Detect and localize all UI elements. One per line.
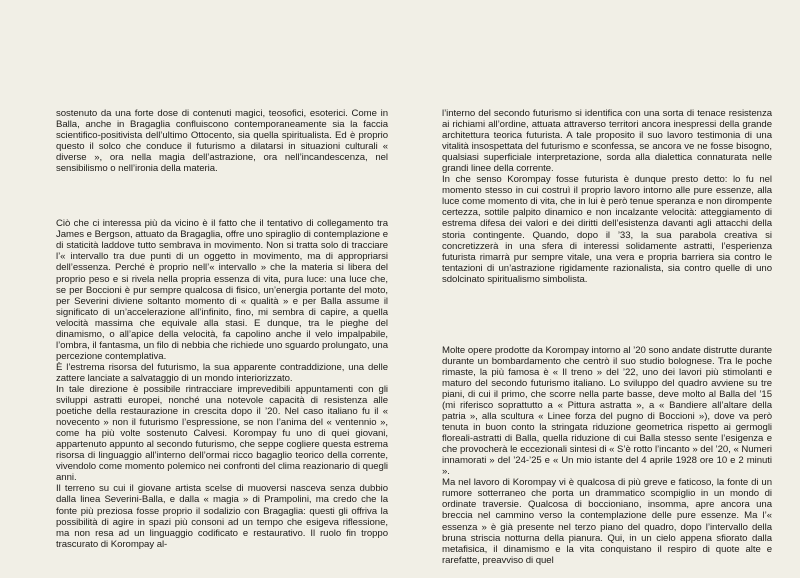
paragraph: Ciò che ci interessa più da vicino è il fatto che il tentativo di collegamento tra James e Bergson, attuato da Bragaglia, offre uno spiraglio di contemplazione e di staticità laddove tutto sembrava in movimento. Non si tratta solo di tracciare l’« intervallo tra due punti di un oggetto in movimento, ma di appropriarsi dell’essenza. Perché è proprio nell’« intervallo » che la materia si libera del proprio peso e si rivela nella propria essenza di vita, pura luce: una luce che, se per Boccioni è pur sempre qualcosa di fisico, un’energia portante del moto, per Severini diviene soltanto momento di « qualità » e per Balla assume il significato di un’accelerazione all’infinito, fino, mi sembra di capire, a quella velocità massima che equivale alla stasi. E dunque, tra le pieghe del dinamismo, o all’apice della velocità, fa capolino anche il velo impalpabile, l’ombra, il fantasma, un filo di nebbia che richiede uno sguardo prolungato, una percezione contemplativa. [56,218,388,362]
paragraph: Il terreno su cui il giovane artista scelse di muoversi nasceva senza dubbio dalla linea Severini-Balla, e dalla « magia » di Prampolini, ma credo che la fonte più preziosa fosse proprio il sodalizio con Bragaglia: questi gli offriva la possibilità di agire in spazi più consoni ad un tempo che esigeva riflessione, ma non resa ad un linguaggio codificato e restaurativo. Il ruolo fin troppo trascurato di Korompay al- [56,483,388,550]
paragraph: sostenuto da una forte dose di contenuti magici, teosofici, esoterici. Come in Balla, anche in Bragaglia confluiscono contemporaneamente sia la faccia scientifico-positivista dell’ultimo Ottocento, sia quella spiritualista. Ed è proprio questo il solco che conduce il futurismo a dilatarsi in situazioni culturali « diverse », ora nella magia dell’astrazione, ora nell’incandescenza, nel sensibilismo o nell’ironia della materia. [56,108,388,175]
paragraph: In che senso Korompay fosse futurista è dunque presto detto: lo fu nel momento stesso in cui costruì il proprio lavoro intorno alle pure essenze, alla luce come momento di vita, che in lui è però tenue speranza e non dirompente certezza, sottile palpito dinamico e non incalzante velocità: atteggiamento di estrema difesa dei valori e dei diritti dell’esistenza davanti agli attacchi della storia contingente. Quando, dopo il ’33, la sua parabola creativa si concretizzerà in una sfera di interessi solidamente astratti, l’esperienza futurista rimarrà pur sempre vitale, una vera e propria barriera sia contro le tentazioni di un’astrazione rigidamente razionalista, sia contro quelle di uno sdolcinato spiritualismo simbolista. [442,174,772,285]
left-text-column [56,108,388,550]
paragraph-gap [56,174,388,218]
paragraph: l’interno del secondo futurismo si identifica con una sorta di tenace resistenza ai richiami all’ordine, attuata attraverso territori ancora inespressi della grande architettura teorica futurista. A tale proposito il suo lavoro testimonia di una vitalità insospettata del futurismo e sconfessa, se ancora ve ne fosse bisogno, qualsiasi superficiale interpretazione, sorda alla dialettica connaturata nelle grandi linee della corrente. [442,108,772,175]
paragraph: In tale direzione è possibile rintracciare imprevedibili appuntamenti con gli sviluppi astratti europei, nonché una notevole capacità di resistenza alle poetiche della restaurazione in crescita dopo il ’20. Nel caso italiano fu il « novecento » non il futurismo l’espressione, se non l’anima del « ventennio », come ha più volte sostenuto Calvesi. Korompay fu uno di quei giovani, appartenuto appunto al secondo futurismo, che seppe cogliere questa estrema risorsa di linguaggio all’interno dell’ormai ricco bagaglio teorico della corrente, vivendolo come momento polemico nei confronti del clima reazionario di quegli anni. [56,383,388,484]
paragraph: È l’estrema risorsa del futurismo, la sua apparente contraddizione, una delle zattere lanciate a salvataggio di un mondo interiorizzato. [56,361,388,384]
right-text-column [442,108,772,566]
paragraph: Ma nel lavoro di Korompay vi è qualcosa di più greve e faticoso, la fonte di un rumore sotterraneo che porta un drammatico scompiglio in un mondo di ordinate traversie. Qualcosa di boccioniano, insomma, apre ancora una breccia nel cammino verso la contemplazione delle pure essenze. Ma l’« essenza » è già presente nel terzo piano del quadro, dopo l’intervallo della bruna striscia notturna della pianura. Qui, in un cielo appena sfiorato dalla metafisica, il dinamismo e la vita conquistano il respiro di quote alte e rarefatte, preavviso di quel [442,477,772,566]
paragraph-gap [442,285,772,345]
paragraph: Molte opere prodotte da Korompay intorno al ’20 sono andate distrutte durante durante un bombardamento che centrò il suo studio bolognese. Tra le poche rimaste, la più famosa è « Il treno » del ’22, uno dei lavori più stimolanti e maturo del secondo futurismo italiano. Lo sviluppo del quadro avviene su tre piani, di cui il primo, che scorre nella parte basse, deve molto al Balla del ’15 (mi riferisco soprattutto a « Pittura astratta », a « Bandiere all’altare della patria », alla scultura « Linee forza del pugno di Boccioni »), dove va però tenuta in buon conto la stringata riduzione geometrica rispetto ai germogli floreali-astratti di Balla, quella riduzione di cui Balla stesso sente l’esigenza e che provocherà le eccezionali sintesi di « S’è rotto l’incanto » del ’20, « Numeri innamorati » del ’24-’25 e « Un mio istante del 4 aprile 1928 ore 10 e 2 minuti ». [442,344,772,478]
